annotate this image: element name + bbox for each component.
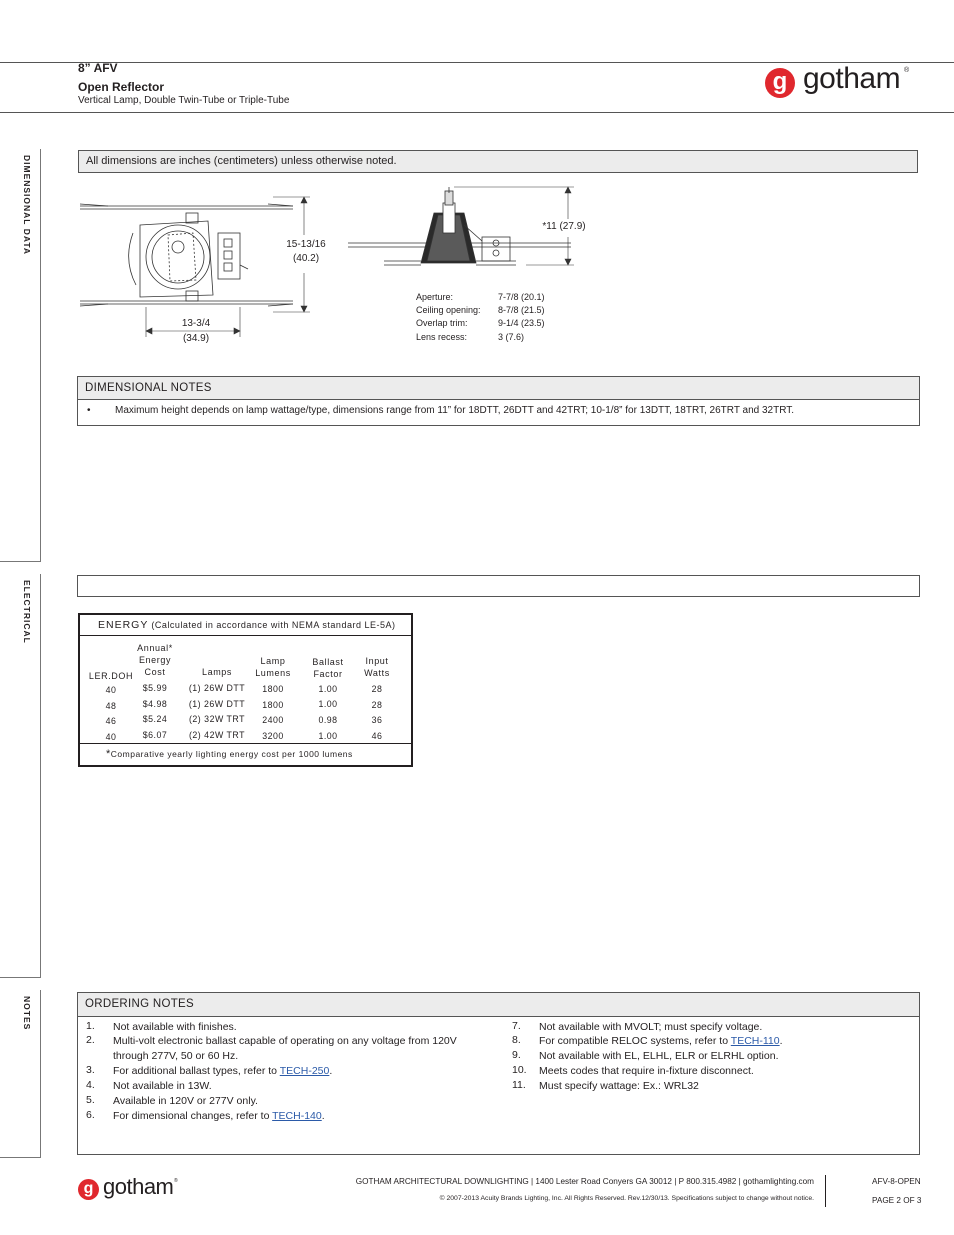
spec-aperture-label: Aperture:: [416, 292, 454, 302]
dimensional-header-text: All dimensions are inches (centimeters) unless otherwise noted.: [86, 155, 397, 167]
energy-table-footnote: [80, 743, 411, 765]
dimensional-header-bar: [78, 150, 918, 173]
energy-table-header: [80, 615, 411, 636]
footer-doc-code: AFV-8-OPEN: [872, 1177, 921, 1186]
tech-110-link[interactable]: TECH-110: [730, 1035, 780, 1047]
note-text: Meets codes that require in-fixture disconnect.: [539, 1065, 754, 1077]
height-dimension-2: (40.2): [292, 253, 320, 264]
col-annual-1: Annual*: [137, 643, 173, 653]
note-text-part: .: [779, 1035, 783, 1047]
footnote-mark: *: [106, 748, 111, 760]
table-cell: (2) 32W TRT: [188, 714, 245, 724]
registered-mark: ®: [904, 67, 910, 74]
gotham-logo-mark: g: [765, 68, 795, 98]
footer-page-number: PAGE 2 OF 3: [872, 1196, 922, 1205]
footer-divider: [825, 1175, 826, 1207]
note-number: 8.: [512, 1034, 521, 1046]
note-text: [539, 1034, 783, 1049]
note-text-part: For compatible RELOC systems, refer to: [539, 1035, 731, 1047]
note-text: [113, 1109, 325, 1124]
spec-overlap-trim-value: 9-1/4 (23.5): [498, 318, 545, 328]
note-text-continued: through 277V, 50 or 60 Hz.: [113, 1050, 239, 1062]
col-ler-doh: LER.DOH: [88, 671, 134, 681]
dimensional-notes-box: [77, 376, 920, 426]
table-cell: 0.98: [318, 715, 338, 725]
note-text-part: .: [329, 1065, 333, 1077]
note-text: Not available with finishes.: [113, 1021, 237, 1033]
footer-registered-mark: ®: [174, 1178, 178, 1184]
note-number: 10.: [512, 1064, 527, 1076]
col-annual-2: Energy: [138, 655, 172, 665]
page-subtitle-bold: Open Reflector: [78, 80, 165, 94]
table-cell: $6.07: [142, 730, 168, 740]
side-tab-notes: [0, 990, 41, 1158]
col-ballast-2: Factor: [313, 669, 343, 679]
note-text: Available in 120V or 277V only.: [113, 1095, 258, 1107]
table-cell: $5.24: [142, 714, 168, 724]
energy-title: ENERGY: [98, 619, 149, 631]
dimensional-notes-header: DIMENSIONAL NOTES: [78, 377, 919, 400]
page-subtitle: Vertical Lamp, Double Twin-Tube or Triple-Tube: [78, 95, 290, 106]
spec-aperture-value: 7-7/8 (20.1): [498, 292, 545, 302]
note-text: Not available with MVOLT; must specify voltage.: [539, 1021, 763, 1033]
note-text: [113, 1064, 332, 1079]
note-number: 2.: [86, 1034, 95, 1046]
spec-ceiling-opening-value: 8-7/8 (21.5): [498, 305, 545, 315]
footnote-text: Comparative yearly lighting energy cost per 1000 lumens: [110, 749, 353, 759]
width-dimension-1: 13-3/4: [181, 318, 211, 329]
header-bottom-rule: [0, 112, 954, 113]
table-cell: 1.00: [318, 684, 338, 694]
note-number: 3.: [86, 1064, 95, 1076]
width-dimension-2: (34.9): [182, 333, 210, 344]
table-cell: (1) 26W DTT: [188, 683, 246, 693]
col-lumens-1: Lamp: [260, 656, 286, 666]
note-number: 7.: [512, 1020, 521, 1032]
dimensional-note-text: Maximum height depends on lamp wattage/type, dimensions range from 11” for 18DTT, 26DTT and 42TRT; 10-1/8” for 13DTT, 18TRT, 26TRT and 32TRT.: [115, 405, 795, 416]
side-tab-dimensional-data: [0, 149, 41, 562]
note-text-part: For dimensional changes, refer to: [113, 1110, 273, 1122]
col-watts-1: Input: [365, 656, 389, 666]
page-title: 8” AFV: [78, 61, 118, 75]
table-cell: 28: [371, 684, 383, 694]
table-cell: $5.99: [142, 683, 168, 693]
note-number: 5.: [86, 1094, 95, 1106]
side-tab-electrical: [0, 574, 41, 978]
spec-overlap-trim-label: Overlap trim:: [416, 318, 468, 328]
note-number: 9.: [512, 1049, 521, 1061]
note-number: 6.: [86, 1109, 95, 1121]
table-cell: 40: [105, 732, 117, 742]
footer-copyright: © 2007-2013 Acuity Brands Lighting, Inc. All Rights Reserved. Rev.12/30/13. Specifications subject to change without notice.: [439, 1195, 814, 1202]
table-cell: 1800: [262, 684, 284, 694]
note-number: 1.: [86, 1020, 95, 1032]
note-text: Must specify wattage: Ex.: WRL32: [539, 1080, 699, 1092]
table-cell: 46: [105, 716, 117, 726]
table-cell: 1800: [262, 700, 284, 710]
electrical-header-bar: [77, 575, 920, 597]
table-cell: 2400: [262, 715, 284, 725]
table-cell: 3200: [262, 731, 284, 741]
note-text: Multi-volt electronic ballast capable of operating on any voltage from 120V: [113, 1035, 457, 1047]
bullet: •: [87, 405, 91, 416]
note-number: 4.: [86, 1079, 95, 1091]
table-cell: 28: [371, 700, 383, 710]
note-text-part: .: [321, 1110, 325, 1122]
energy-table: [78, 613, 413, 767]
side-tab-label: DIMENSIONAL DATA: [22, 155, 32, 256]
height-dimension-1: 15-13/16: [286, 239, 326, 250]
energy-title-note: (Calculated in accordance with NEMA standard LE-5A): [151, 620, 396, 630]
note-number: 11.: [512, 1079, 526, 1091]
gotham-logo-text: gotham: [803, 62, 901, 95]
note-text: Not available with EL, ELHL, ELR or ELRHL option.: [539, 1050, 779, 1062]
table-cell: 40: [105, 685, 117, 695]
table-cell: 1.00: [318, 731, 338, 741]
ordering-notes-header: ORDERING NOTES: [78, 993, 919, 1017]
spec-ceiling-opening-label: Ceiling opening:: [416, 305, 481, 315]
table-cell: 48: [105, 701, 117, 711]
col-annual-3: Cost: [144, 667, 166, 677]
side-tab-label: NOTES: [22, 996, 32, 1031]
max-height-dimension: *11 (27.9): [542, 221, 586, 232]
note-text-part: For additional ballast types, refer to: [113, 1065, 280, 1077]
footer-address: GOTHAM ARCHITECTURAL DOWNLIGHTING | 1400 Lester Road Conyers GA 30012 | P 800.315.4982 | gothamlighting.com: [355, 1177, 814, 1186]
col-watts-2: Watts: [364, 668, 390, 678]
table-cell: $4.98: [142, 699, 168, 709]
note-text: Not available in 13W.: [113, 1080, 212, 1092]
col-ballast-1: Ballast: [312, 657, 344, 667]
footer-logo-mark: g: [78, 1179, 99, 1200]
table-cell: (1) 26W DTT: [188, 699, 246, 709]
table-cell: (2) 42W TRT: [188, 730, 245, 740]
side-tab-label: ELECTRICAL: [22, 580, 32, 644]
col-lamps: Lamps: [201, 667, 232, 677]
spec-lens-recess-label: Lens recess:: [416, 332, 468, 342]
spec-lens-recess-value: 3 (7.6): [498, 332, 525, 342]
table-cell: 46: [371, 731, 383, 741]
footer-logo-text: gotham: [103, 1174, 174, 1199]
table-cell: 36: [371, 715, 383, 725]
table-cell: 1.00: [318, 699, 338, 709]
ordering-notes-box: [77, 992, 920, 1155]
tech-140-link[interactable]: TECH-140: [272, 1110, 322, 1122]
col-lumens-2: Lumens: [255, 668, 291, 678]
tech-250-link[interactable]: TECH-250: [279, 1065, 330, 1077]
